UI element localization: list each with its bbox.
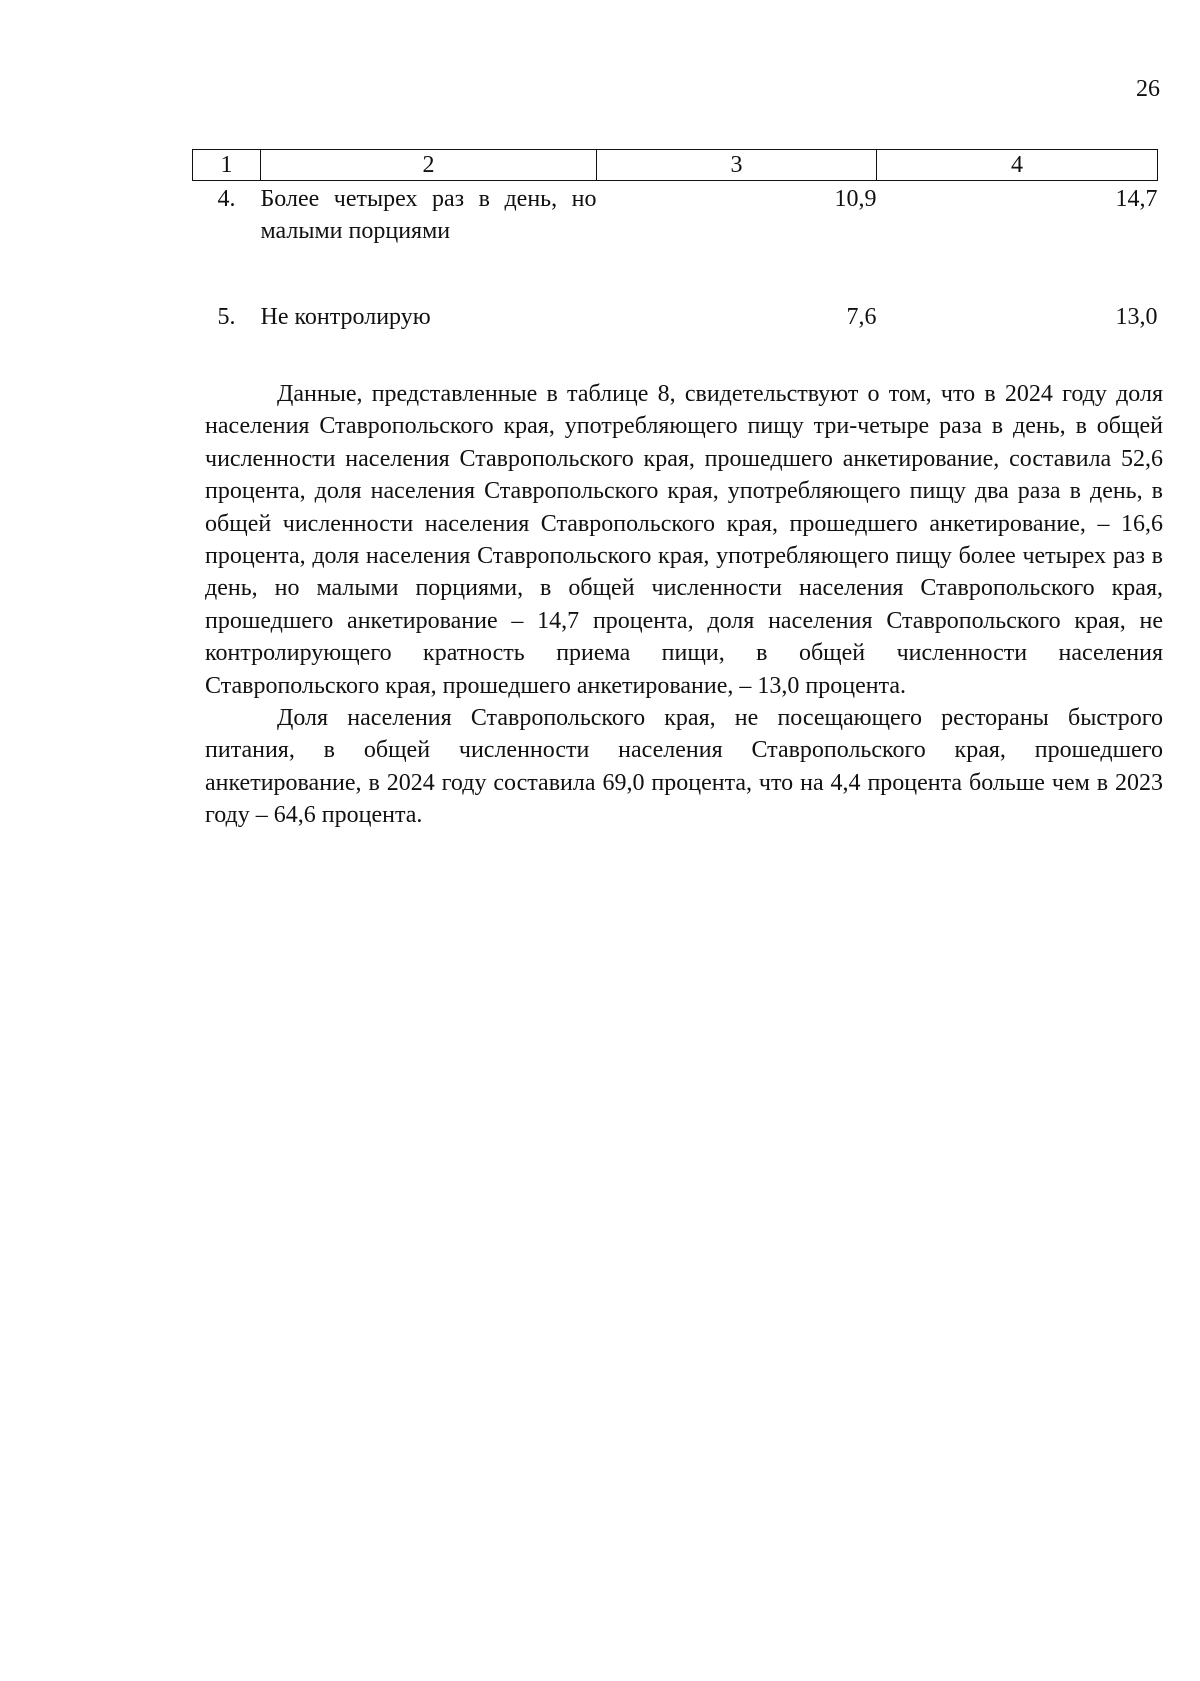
data-table — [192, 149, 1158, 341]
column-header-4: 4 — [877, 150, 1158, 181]
row-number: 4. — [217, 186, 236, 212]
table-header — [193, 150, 1158, 181]
table-container — [192, 149, 1157, 341]
row-value-col3: 7,6 — [846, 304, 877, 330]
row-value-col4: 14,7 — [1115, 186, 1158, 212]
column-header-1: 1 — [193, 150, 261, 181]
row-label: Не контролирую — [260, 304, 431, 330]
row-value-col3: 10,9 — [834, 186, 877, 212]
table-body — [193, 181, 1158, 342]
table-row — [193, 181, 1158, 302]
row-label: Более четырех раз в день, но малыми порциями — [260, 186, 597, 244]
paragraph: Доля населения Ставропольского края, не посещающего рестораны быстрого питания, в общей численности населения Ставропольского края, прошедшего анкетирование, в 2024 году составила 69,0 процента, что на 4,4 процента больше чем в 2023 году – 64,6 процента. — [205, 705, 1163, 829]
table-row — [193, 301, 1158, 341]
paragraph: Данные, представленные в таблице 8, свидетельствуют о том, что в 2024 году доля населения Ставропольского края, употребляющего пищу три-четыре раза в день, в общей численности населения Ставропольского края, прошедшего анкетирование, составила 52,6 процента, доля населения Ставропольского края, употребляющего пищу два раза в день, в общей численности населения Ставропольского края, прошедшего анкетирование, – 16,6 процента, доля населения Ставропольского края, употребляющего пищу более четырех раз в день, но малыми порциями, в общей численности населения Ставропольского края, прошедшего анкетирование – 14,7 процента, доля населения Ставропольского края, не контролирующего кратность приема пищи, в общей численности населения Ставропольского края, прошедшего анкетирование, – 13,0 процента. — [205, 381, 1163, 699]
column-header-2: 2 — [261, 150, 597, 181]
body-text — [205, 378, 1163, 832]
row-number: 5. — [217, 304, 236, 330]
column-header-3: 3 — [597, 150, 877, 181]
page-number: 26 — [1136, 76, 1160, 102]
table-header-row — [193, 150, 1158, 181]
row-value-col4: 13,0 — [1115, 304, 1158, 330]
